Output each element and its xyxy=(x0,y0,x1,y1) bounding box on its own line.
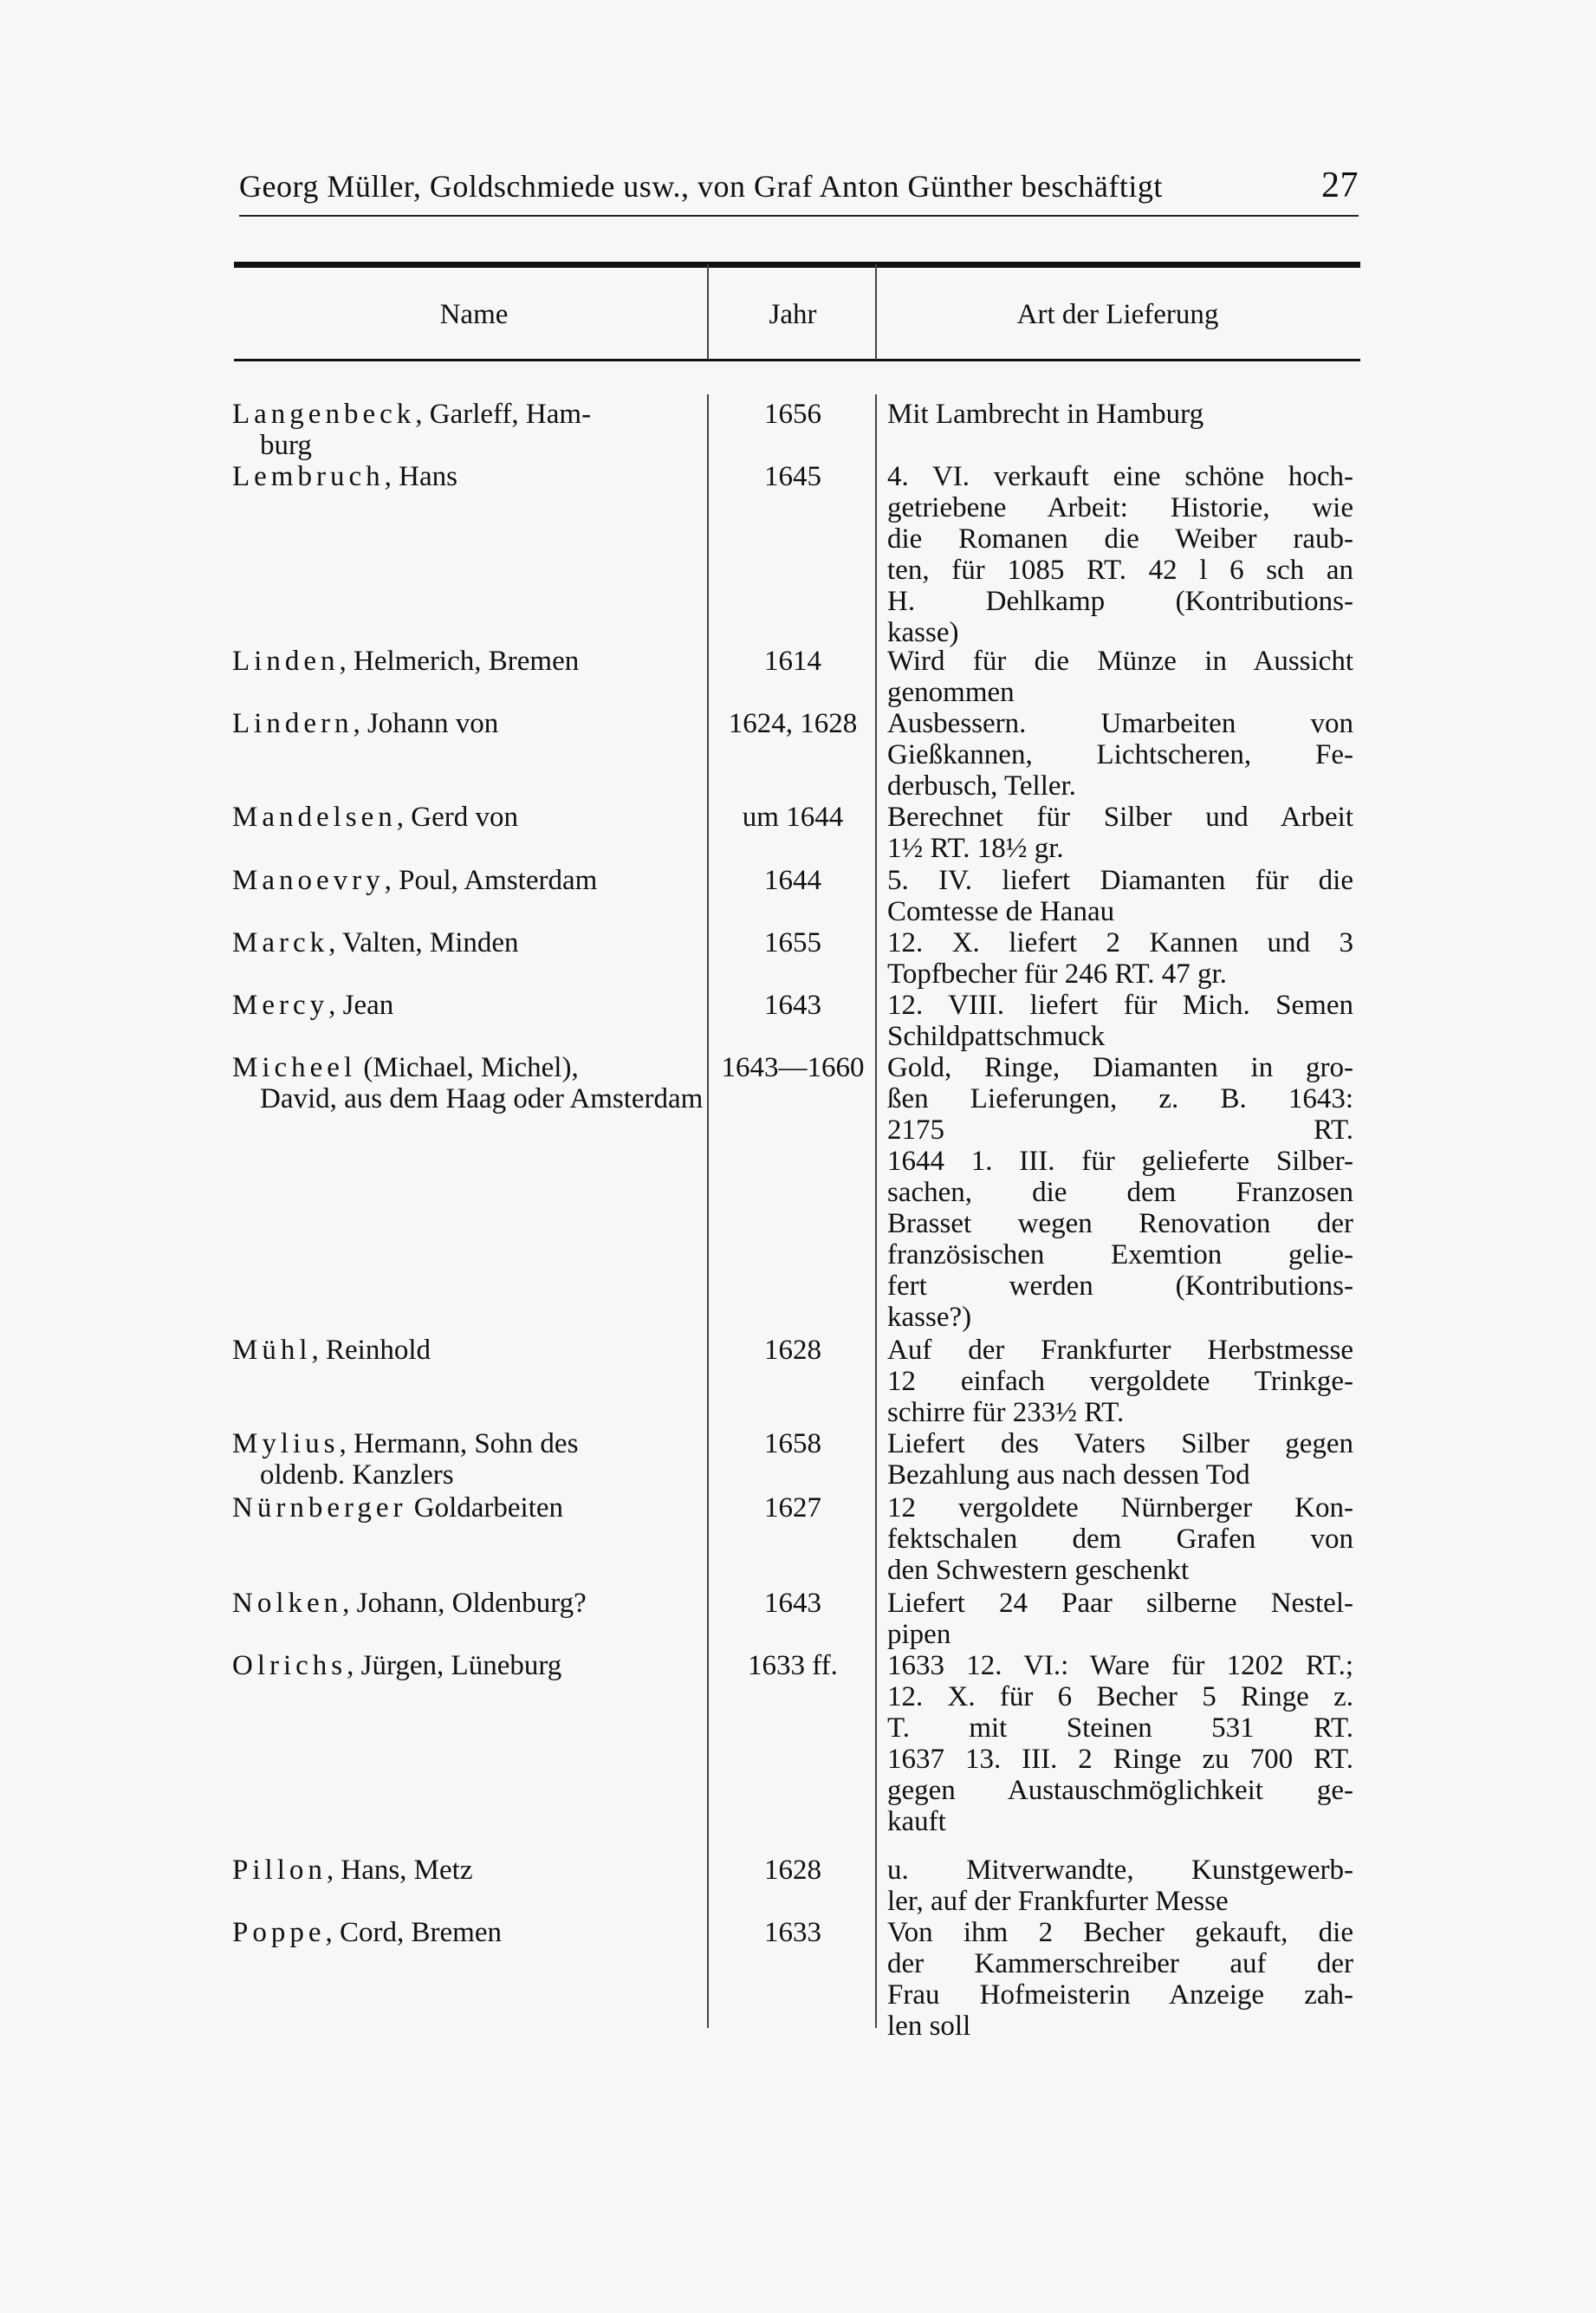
entry-delivery-line: H. Dehlkamp (Kontributions- xyxy=(887,586,1353,617)
entry-delivery xyxy=(887,708,1353,802)
entry-surname: Mühl xyxy=(232,1335,312,1366)
entry-name xyxy=(232,646,704,677)
entry-name xyxy=(232,1588,704,1619)
entry-delivery-line: Ausbessern. Umarbeiten von xyxy=(887,708,1353,739)
entry-name-rest: , Cord, Bremen xyxy=(325,1917,502,1948)
entry-name-rest: , Johann, Oldenburg? xyxy=(342,1588,587,1619)
entry-year: 1627 xyxy=(764,1492,821,1524)
entry-delivery-line: 12 einfach vergoldete Trinkge- xyxy=(887,1366,1353,1397)
entry-delivery-line: Wird für die Münze in Aussicht xyxy=(887,646,1353,677)
entry-name-continuation: burg xyxy=(260,430,312,461)
entry-surname: Lembruch xyxy=(232,461,385,492)
entry-name-rest: , Jean xyxy=(328,990,394,1021)
entry-name-rest: , Hans, Metz xyxy=(326,1855,473,1886)
entry-name xyxy=(232,461,704,492)
entry-delivery-line: Mit Lambrecht in Hamburg xyxy=(887,399,1204,430)
entry-year: 1628 xyxy=(764,1855,821,1886)
column-header-name: Name xyxy=(439,299,509,330)
column-header-year: Jahr xyxy=(769,299,817,330)
header-rule xyxy=(239,215,1359,217)
entry-name xyxy=(232,1428,704,1491)
entry-name-rest: (Michael, Michel), xyxy=(356,1052,579,1083)
entry-name-rest: , Hermann, Sohn des xyxy=(339,1428,579,1459)
table-top-rule xyxy=(234,262,1360,268)
entry-delivery-line: 12 vergoldete Nürnberger Kon- xyxy=(887,1492,1353,1524)
entry-year: 1628 xyxy=(764,1335,821,1366)
entry-delivery-line: Frau Hofmeisterin Anzeige zah- xyxy=(887,1979,1353,2011)
entry-name-rest: , Valten, Minden xyxy=(328,927,519,958)
entry-name-rest: , Poul, Amsterdam xyxy=(384,865,598,896)
entry-name xyxy=(232,865,704,896)
entry-name-rest: , Helmerich, Bremen xyxy=(339,646,580,677)
entry-delivery-line: schirre für 233½ RT. xyxy=(887,1397,1125,1428)
entry-delivery-line: Berechnet für Silber und Arbeit xyxy=(887,802,1353,833)
entry-delivery-line: kasse?) xyxy=(887,1302,972,1333)
entry-surname: Langenbeck xyxy=(232,399,416,430)
column-header-art: Art der Lieferung xyxy=(1016,299,1219,330)
entry-delivery-line: Von ihm 2 Becher gekauft, die xyxy=(887,1917,1353,1948)
entry-delivery xyxy=(887,461,1353,648)
entry-surname: Poppe xyxy=(232,1917,326,1948)
entry-delivery-line: Auf der Frankfurter Herbstmesse xyxy=(887,1335,1353,1366)
entry-delivery-line: getriebene Arbeit: Historie, wie xyxy=(887,492,1353,523)
entry-year: 1633 xyxy=(764,1917,821,1948)
entry-delivery-line: u. Mitverwandte, Kunstgewerb- xyxy=(887,1855,1353,1886)
table-head-rule xyxy=(234,359,1360,361)
entry-year: 1643 xyxy=(764,990,821,1021)
entry-year: 1643—1660 xyxy=(721,1052,865,1083)
entry-name xyxy=(232,1335,704,1366)
entry-surname: Mercy xyxy=(232,990,329,1021)
entry-year: 1656 xyxy=(764,399,821,430)
entry-delivery xyxy=(887,990,1353,1052)
entry-surname: Nürnberger xyxy=(232,1492,407,1524)
entry-delivery xyxy=(887,1492,1353,1586)
entry-name-continuation: oldenb. Kanzlers xyxy=(260,1459,454,1491)
entry-name xyxy=(232,708,704,739)
entry-delivery-line: Liefert 24 Paar silberne Nestel- xyxy=(887,1588,1353,1619)
entry-name xyxy=(232,1855,704,1886)
entry-name xyxy=(232,1650,704,1681)
entry-delivery-line: Brasset wegen Renovation der xyxy=(887,1208,1353,1239)
entry-delivery-line: den Schwestern geschenkt xyxy=(887,1555,1190,1586)
entry-delivery-line: fert werden (Kontributions- xyxy=(887,1270,1353,1302)
entry-delivery-line: 12. X. liefert 2 Kannen und 3 xyxy=(887,927,1353,958)
entry-year: um 1644 xyxy=(742,802,844,833)
entry-delivery-line: 2175 RT. xyxy=(887,1114,1353,1146)
entry-name-rest: , Gerd von xyxy=(396,802,519,833)
entry-delivery-line: 12. X. für 6 Becher 5 Ringe z. xyxy=(887,1681,1353,1712)
entry-delivery xyxy=(887,1428,1353,1491)
entry-delivery-line: Gießkannen, Lichtscheren, Fe- xyxy=(887,739,1353,770)
entry-delivery-line: Gold, Ringe, Diamanten in gro- xyxy=(887,1052,1353,1083)
entry-surname: Mylius xyxy=(232,1428,340,1459)
entry-delivery-line: 1644 1. III. für gelieferte Silber- xyxy=(887,1146,1353,1177)
entry-delivery-line: 1633 12. VI.: Ware für 1202 RT.; xyxy=(887,1650,1353,1681)
entry-delivery-line: 1½ RT. 18½ gr. xyxy=(887,833,1064,864)
entry-delivery xyxy=(887,1855,1353,1917)
column-divider-2 xyxy=(875,394,877,2028)
entry-delivery xyxy=(887,646,1353,708)
entry-delivery-line: len soll xyxy=(887,2011,971,2042)
entry-year: 1645 xyxy=(764,461,821,492)
entry-delivery-line: derbusch, Teller. xyxy=(887,770,1076,802)
entry-delivery-line: Comtesse de Hanau xyxy=(887,896,1115,927)
entry-name xyxy=(232,1492,704,1524)
entry-delivery xyxy=(887,399,1353,430)
entry-delivery xyxy=(887,865,1353,927)
entry-delivery-line: Liefert des Vaters Silber gegen xyxy=(887,1428,1353,1459)
entry-delivery-line: kauft xyxy=(887,1806,946,1837)
entry-delivery xyxy=(887,1917,1353,2042)
column-divider-head-2 xyxy=(875,264,877,360)
running-header xyxy=(239,165,1359,206)
entry-name-continuation: David, aus dem Haag oder Amsterdam xyxy=(260,1083,704,1114)
entry-surname: Linden xyxy=(232,646,340,677)
entry-surname: Olrichs xyxy=(232,1650,347,1681)
entry-name-rest: , Hans xyxy=(384,461,457,492)
entry-surname: Nolken xyxy=(232,1588,343,1619)
entry-surname: Mandelsen xyxy=(232,802,397,833)
entry-delivery-line: ten, für 1085 RT. 42 l 6 sch an xyxy=(887,555,1353,586)
entry-name-rest: Goldarbeiten xyxy=(406,1492,564,1524)
entry-name xyxy=(232,1917,704,1948)
entry-name xyxy=(232,990,704,1021)
entry-delivery-line: ßen Lieferungen, z. B. 1643: xyxy=(887,1083,1353,1114)
entry-year: 1644 xyxy=(764,865,821,896)
entry-delivery-line: gegen Austauschmöglichkeit ge- xyxy=(887,1775,1353,1806)
entry-delivery-line: 1637 13. III. 2 Ringe zu 700 RT. xyxy=(887,1744,1353,1775)
entry-name-rest: , Johann von xyxy=(353,708,499,739)
entry-surname: Pillon xyxy=(232,1855,327,1886)
entry-delivery-line: 12. VIII. liefert für Mich. Semen xyxy=(887,990,1353,1021)
entry-delivery xyxy=(887,1052,1353,1333)
entry-delivery-line: genommen xyxy=(887,677,1015,708)
entry-delivery-line: Bezahlung aus nach dessen Tod xyxy=(887,1459,1250,1491)
column-divider-head-1 xyxy=(707,264,709,360)
entry-name-rest: , Reinhold xyxy=(311,1335,431,1366)
entry-delivery xyxy=(887,1335,1353,1428)
entry-delivery-line: 5. IV. liefert Diamanten für die xyxy=(887,865,1353,896)
entry-delivery-line: fektschalen dem Grafen von xyxy=(887,1524,1353,1555)
entry-year: 1655 xyxy=(764,927,821,958)
entry-delivery-line: kasse) xyxy=(887,617,959,648)
column-divider-1 xyxy=(707,394,709,2028)
entry-delivery-line: sachen, die dem Franzosen xyxy=(887,1177,1353,1208)
entry-delivery-line: französischen Exemtion gelie- xyxy=(887,1239,1353,1270)
entry-delivery-line: der Kammerschreiber auf der xyxy=(887,1948,1353,1979)
entry-delivery-line: 4. VI. verkauft eine schöne hoch- xyxy=(887,461,1353,492)
entry-delivery xyxy=(887,802,1353,864)
entry-delivery-line: pipen xyxy=(887,1619,951,1650)
entry-name xyxy=(232,399,704,461)
entry-delivery-line: T. mit Steinen 531 RT. xyxy=(887,1712,1353,1744)
entry-surname: Micheel xyxy=(232,1052,357,1083)
entry-year: 1614 xyxy=(764,646,821,677)
entry-delivery-line: ler, auf der Frankfurter Messe xyxy=(887,1886,1229,1917)
entry-delivery xyxy=(887,927,1353,990)
entry-delivery xyxy=(887,1650,1353,1837)
running-title: Georg Müller, Goldschmiede usw., von Graf Anton Günther beschäftigt xyxy=(239,169,1163,204)
entry-surname: Marck xyxy=(232,927,329,958)
entry-name-rest: , Jürgen, Lüneburg xyxy=(347,1650,562,1681)
entry-delivery xyxy=(887,1588,1353,1650)
entry-name xyxy=(232,927,704,958)
entry-surname: Manoevry xyxy=(232,865,385,896)
entry-year: 1633 ff. xyxy=(748,1650,838,1681)
page-number: 27 xyxy=(1321,166,1359,205)
entry-name xyxy=(232,802,704,833)
entry-delivery-line: die Romanen die Weiber raub- xyxy=(887,523,1353,555)
entry-year: 1658 xyxy=(764,1428,821,1459)
entry-year: 1643 xyxy=(764,1588,821,1619)
entry-name xyxy=(232,1052,704,1114)
entry-name-rest: , Garleff, Ham- xyxy=(415,399,592,430)
entry-year: 1624, 1628 xyxy=(728,708,858,739)
entry-surname: Lindern xyxy=(232,708,354,739)
entry-delivery-line: Topfbecher für 246 RT. 47 gr. xyxy=(887,958,1227,990)
entry-delivery-line: Schildpattschmuck xyxy=(887,1021,1106,1052)
